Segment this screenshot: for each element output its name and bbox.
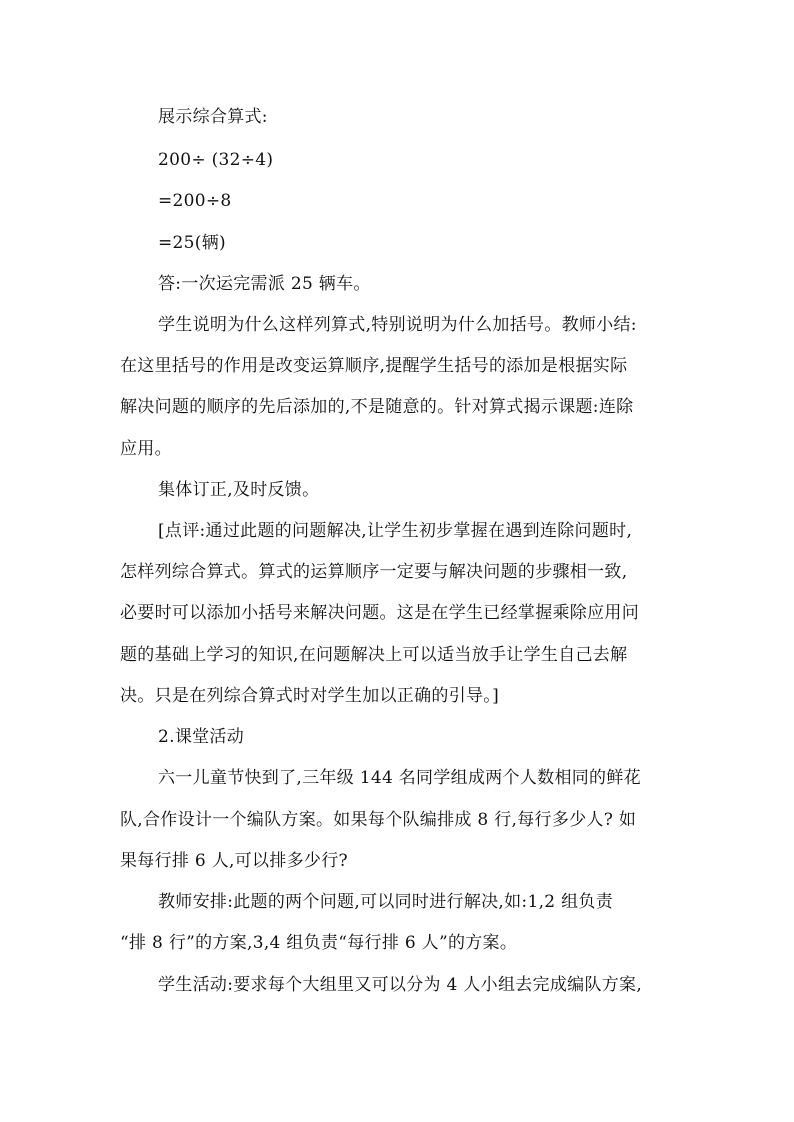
text-line-20: 教师安排:此题的两个问题,可以同时进行解决,如:1,2 组负责 — [158, 892, 614, 912]
text-line-17: 六一儿童节快到了,三年级 144 名同学组成两个人数相同的鲜花 — [158, 768, 641, 788]
text-line-9: 应用。 — [120, 439, 172, 459]
text-line-7: 在这里括号的作用是改变运算顺序,提醒学生括号的添加是根据实际 — [120, 356, 628, 376]
text-line-2: 200÷ (32÷4) — [158, 150, 274, 170]
text-line-19: 果每行排 6 人,可以排多少行? — [120, 851, 348, 871]
text-line-8: 解决问题的顺序的先后添加的,不是随意的。针对算式揭示课题:连除 — [120, 397, 634, 417]
text-line-1: 展示综合算式: — [158, 107, 268, 127]
text-line-16: 2.课堂活动 — [158, 727, 245, 747]
text-line-3: =200÷8 — [158, 191, 232, 211]
text-line-5: 答:一次运完需派 25 辆车。 — [158, 274, 371, 294]
text-line-14: 题的基础上学习的知识,在问题解决上可以适当放手让学生自己去解 — [120, 645, 628, 665]
text-line-6: 学生说明为什么这样列算式,特别说明为什么加括号。教师小结: — [158, 315, 637, 335]
text-line-13: 必要时可以添加小括号来解决问题。这是在学生已经掌握乘除应用问 — [120, 603, 639, 623]
text-line-10: 集体订正,及时反馈。 — [158, 480, 320, 500]
text-line-15: 决。只是在列综合算式时对学生加以正确的引导。] — [120, 686, 500, 706]
text-line-21: “排 8 行”的方案,3,4 组负责“每行排 6 人”的方案。 — [120, 933, 518, 953]
text-line-12: 怎样列综合算式。算式的运算顺序一定要与解决问题的步骤相一致, — [120, 562, 628, 582]
text-line-11: [点评:通过此题的问题解决,让学生初步掌握在遇到连除问题时, — [158, 521, 633, 541]
text-line-22: 学生活动:要求每个大组里又可以分为 4 人小组去完成编队方案, — [158, 975, 643, 995]
text-line-18: 队,合作设计一个编队方案。如果每个队编排成 8 行,每行多少人? 如 — [120, 810, 637, 830]
text-line-4: =25(辆) — [158, 233, 226, 253]
